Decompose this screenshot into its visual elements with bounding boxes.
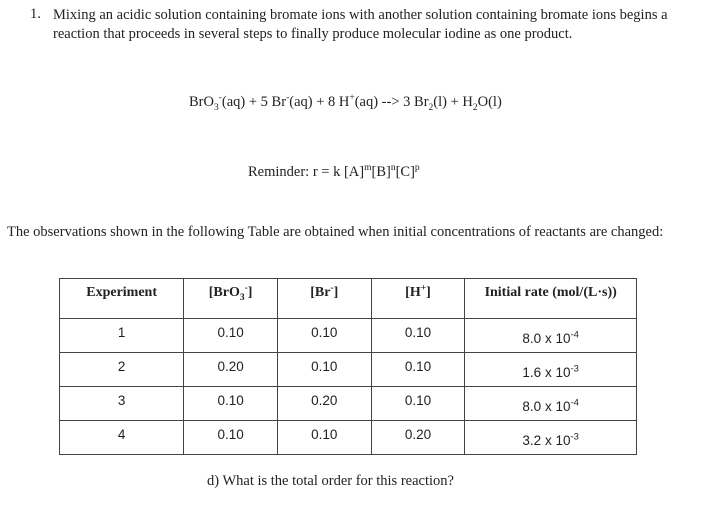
bromide-state: (aq) + 8 H <box>289 94 350 110</box>
observations-text: The observations shown in the following Table are obtained when initial concentrations of reactants are changed: <box>7 224 664 240</box>
cell-rate <box>465 353 637 387</box>
reminder-prefix: Reminder: r = k [A] <box>248 164 365 180</box>
question-number: 1. <box>30 6 41 22</box>
cell-bromide: 0.20 <box>277 387 371 421</box>
header-bromide-base: [Br <box>310 285 331 300</box>
bromate-subscript: 3 <box>213 102 219 113</box>
cell-bromide: 0.10 <box>277 421 371 455</box>
cell-bromate: 0.10 <box>184 319 278 353</box>
header-bromide <box>277 279 371 319</box>
header-bromate-sub: 3 <box>239 292 245 303</box>
header-proton-base: [H <box>405 285 421 300</box>
bromide-charge: - <box>286 93 290 104</box>
cell-bromide: 0.10 <box>277 353 371 387</box>
header-bromide-close: ] <box>333 285 339 300</box>
header-proton <box>371 279 465 319</box>
cell-experiment: 1 <box>60 319 184 353</box>
rate-law-reminder <box>248 164 420 181</box>
bromine-subscript: 2 <box>428 102 434 113</box>
header-bromate-sup: - <box>244 283 248 294</box>
header-bromate <box>184 279 278 319</box>
rate-data-table <box>59 278 637 455</box>
bromate-state: (aq) + 5 Br <box>221 94 287 110</box>
cell-proton: 0.10 <box>371 319 465 353</box>
header-bromate-close: ] <box>247 285 253 300</box>
exponent-p: p <box>414 163 420 174</box>
rate-base: 8.0 x 10 <box>522 331 571 346</box>
rate-base: 1.6 x 10 <box>522 365 571 380</box>
header-bromide-sup: - <box>330 283 334 294</box>
cell-proton: 0.10 <box>371 353 465 387</box>
question-d: d) What is the total order for this reaction? <box>207 473 454 489</box>
header-proton-sup: + <box>420 283 427 294</box>
table-row <box>60 353 637 387</box>
reminder-b: [B] <box>371 164 391 180</box>
cell-proton: 0.20 <box>371 421 465 455</box>
proton-state: (aq) --> 3 Br <box>354 94 429 110</box>
rate-exponent: -3 <box>570 431 579 443</box>
exponent-m: m <box>364 163 372 174</box>
reaction-equation <box>189 94 502 111</box>
header-rate: Initial rate (mol/(L·s)) <box>465 279 637 319</box>
rate-exponent: -3 <box>570 363 579 375</box>
table-row <box>60 319 637 353</box>
cell-experiment: 2 <box>60 353 184 387</box>
cell-rate <box>465 387 637 421</box>
bromine-state: (l) + H <box>433 94 473 110</box>
cell-bromate: 0.10 <box>184 421 278 455</box>
table-row <box>60 387 637 421</box>
cell-bromate: 0.10 <box>184 387 278 421</box>
water-state: O(l) <box>477 94 502 110</box>
rate-base: 8.0 x 10 <box>522 399 571 414</box>
table-header-row <box>60 279 637 319</box>
cell-rate <box>465 319 637 353</box>
cell-bromate: 0.20 <box>184 353 278 387</box>
cell-experiment: 4 <box>60 421 184 455</box>
cell-experiment: 3 <box>60 387 184 421</box>
cell-rate <box>465 421 637 455</box>
rate-base: 3.2 x 10 <box>522 433 571 448</box>
rate-exponent: -4 <box>570 397 579 409</box>
rate-exponent: -4 <box>570 329 579 341</box>
question-text: Mixing an acidic solution containing bromate ions with another solution containing bromate ions begins a reaction that proceeds in several steps to finally produce molecular iodine as one product. <box>53 7 668 42</box>
cell-bromide: 0.10 <box>277 319 371 353</box>
reminder-c: [C] <box>395 164 415 180</box>
bromate-formula: BrO <box>189 94 214 110</box>
bromate-charge: - <box>218 93 222 104</box>
exponent-n: n <box>390 163 396 174</box>
header-bromate-base: [BrO <box>208 285 240 300</box>
proton-charge: + <box>349 93 355 104</box>
water-subscript: 2 <box>472 102 478 113</box>
header-proton-close: ] <box>426 285 431 300</box>
cell-proton: 0.10 <box>371 387 465 421</box>
header-experiment: Experiment <box>60 279 184 319</box>
table-row <box>60 421 637 455</box>
